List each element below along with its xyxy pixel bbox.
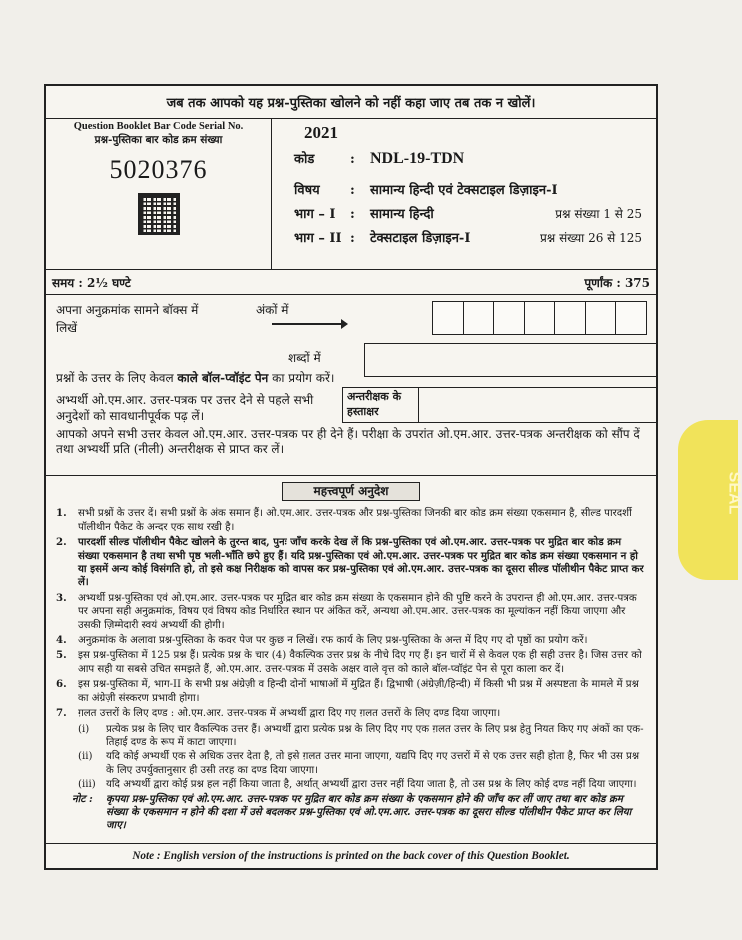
barcode-box — [46, 119, 272, 269]
code-row: कोड : NDL-19-TDN — [294, 150, 465, 167]
digit-box[interactable] — [493, 301, 525, 335]
paper-info — [272, 119, 656, 269]
max-marks: पूर्णांक : 375 — [584, 275, 650, 290]
instruction-item: 5. इस प्रश्न-पुस्तिका में 125 प्रश्न हैं। प्रत्येक प्रश्न के चार (4) वैकल्पिक उत्तर प्रश्न के नीचे दिए गए हैं। इन चारों में से केवल एक ही सही उत्तर है। जिस उत्तर को आप सही या सबसे उचित समझते हैं, ओ.एम.आर. उत्तर-पत्रक में उसके अक्षर वाले वृत्त को काले बॉल-प्वॉइंट पेन से पूरा काला कर दें। — [56, 649, 642, 675]
arrow-icon — [272, 323, 342, 325]
instruction-item: 3. अभ्यर्थी प्रश्न-पुस्तिका एवं ओ.एम.आर. उत्तर-पत्रक पर मुद्रित बार कोड क्रम संख्या के एकसमान होने की पुष्टि करने के उपरान्त ही ओ.एम.आर. उत्तर-पत्रक पर अपना सही अनुक्रमांक, विषय एवं विषय कोड निर्धारित स्थान पर अंकित करें, अन्यथा ओ.एम.आर. उत्तर-पत्रक का मूल्यांकन नहीं किया जाएगा और उसकी ज़िम्मेदारी स्वयं अभ्यर्थी की होगी। — [56, 591, 637, 631]
invigilator-signature-label: अन्तरीक्षक के हस्ताक्षर — [343, 388, 419, 422]
roll-number-words-box[interactable] — [364, 343, 658, 377]
penalty-item: (ii) यदि कोई अभ्यर्थी एक से अधिक उत्तर देता है, तो इसे ग़लत उत्तर माना जाएगा, यद्यपि दिए गए उत्तरों में से एक उत्तर सही होता है, फिर भी उस प्रश्न के लिए उपर्युक्तानुसार ही उसी तरह का दण्ड दिया जाएगा। — [78, 751, 640, 776]
part2-row: भाग – II : टेक्सटाइल डिज़ाइन-I प्रश्न संख्या 26 से 125 — [294, 231, 642, 246]
roll-number-section: अपना अनुक्रमांक सामने बॉक्स में लिखें अंकों में शब्दों में प्रश्नों के उत्तर के लिए केवल काले बॉल-प्वॉइंट पेन का प्रयोग करें। अभ्यर्थी ओ.एम.आर. उत्तर-पत्रक पर उत्तर देने से पहले सभी अनुदेशों को सावधानीपूर्वक पढ़ लें। अन्तरीक्षक के हस्ताक्षर आपको अपने सभी उत्तर केवल ओ.एम.आर. उत्तर-पत्रक पर ही देने हैं। परीक्षा के उपरांत ओ.एम.आर. उत्तर-पत्रक अन्तरीक्षक को सौंप दें तथा अभ्यर्थी प्रति (नीली) अन्तरीक्षक से प्राप्त कर लें। — [46, 295, 656, 476]
instructions-section — [46, 482, 656, 833]
qr-code-icon — [138, 193, 180, 235]
digit-box[interactable] — [432, 301, 464, 335]
question-booklet-cover — [44, 84, 658, 870]
digit-box[interactable] — [524, 301, 556, 335]
exam-year: 2021 — [304, 123, 338, 142]
penalty-item: (iii) यदि अभ्यर्थी द्वारा कोई प्रश्न हल नहीं किया जाता है, अर्थात् अभ्यर्थी द्वारा उत्तर नहीं दिया जाता है, तो उस प्रश्न के लिए कोई दण्ड नहीं दिया जाएगा। — [78, 779, 637, 791]
instruction-item: 1. सभी प्रश्नों के उत्तर दें। सभी प्रश्नों के अंक समान हैं। ओ.एम.आर. उत्तर-पत्रक और प्रश्न-पुस्तिका जिनकी बार कोड क्रम संख्या एकसमान है, सील्ड पारदर्शी पॉलीथीन पैकेट के अन्दर एक साथ रखी है। — [56, 507, 632, 533]
note-item: नोट : कृपया प्रश्न-पुस्तिका एवं ओ.एम.आर. उत्तर-पत्रक पर मुद्रित बार कोड क्रम संख्या के एकसमान होने की जाँच कर लीं जाए तथा बार कोड क्रम संख्या के एकसमान न होने की दशा में उसे बदलकर प्रश्न-पुस्तिका एवं ओ.एम.आर. उत्तर-पत्रक का दूसरा सील्ड पॉलीथीन पैकेट प्राप्त कर लिया जाए। — [72, 792, 632, 832]
barcode-serial: 5020376 — [109, 155, 208, 184]
top-notice: जब तक आपको यह प्रश्न-पुस्तिका खोलने को नहीं कहा जाए तब तक न खोलें। — [46, 86, 656, 119]
barcode-label-en: Question Booklet Bar Code Serial No. — [73, 121, 244, 132]
subject-row: विषय : सामान्य हिन्दी एवं टेक्सटाइल डिज़ाइन-I — [294, 183, 558, 198]
digit-box[interactable] — [463, 301, 495, 335]
penalty-item: (i) प्रत्येक प्रश्न के लिए चार वैकल्पिक उत्तर हैं। अभ्यर्थी द्वारा प्रत्येक प्रश्न के लिए दिए गए एक ग़लत उत्तर के लिए प्रश्न हेतु नियत किए गए अंकों का एक-तिहाई दण्ड के रूप में काटा जाएगा। — [78, 723, 644, 748]
footer-note: Note : English version of the instructions is printed on the back cover of this Question Booklet. — [46, 843, 656, 868]
seal-tab: SEAL — [678, 420, 738, 580]
instructions-title: महत्त्वपूर्ण अनुदेश — [282, 482, 420, 501]
digit-box[interactable] — [554, 301, 586, 335]
invigilator-signature-box[interactable] — [342, 387, 658, 423]
digit-box[interactable] — [615, 301, 647, 335]
instruction-item: 4. अनुक्रमांक के अलावा प्रश्न-पुस्तिका के कवर पेज पर कुछ न लिखें। रफ कार्य के लिए प्रश्न-पुस्तिका के अन्त में दिए गए दो पृष्ठों का प्रयोग करें। — [56, 634, 588, 647]
instruction-item: 2. पारदर्शी सील्ड पॉलीथीन पैकेट खोलने के तुरन्त बाद, पुनः जाँच करके देख लें कि प्रश्न-पुस्तिका एवं ओ.एम.आर. उत्तर-पत्रक पर मुद्रित बार कोड क्रम संख्या एकसमान है तथा सभी पृष्ठ भली-भाँति छपे हुए हैं। यदि प्रश्न-पुस्तिका एवं ओ.एम.आर. उत्तर-पत्रक पर मुद्रित बार कोड क्रम संख्या एकसमान न हो या इसमें अन्य कोई विसंगति हो, तो इसे कक्ष निरीक्षक को वापस कर प्रश्न-पुस्तिका एवं ओ.एम.आर. उत्तर-पत्रक का दूसरा सील्ड पॉलीथीन पैकेट प्राप्त कर लें। — [56, 536, 644, 589]
submit-note: आपको अपने सभी उत्तर केवल ओ.एम.आर. उत्तर-पत्रक पर ही देने हैं। परीक्षा के उपरांत ओ.एम.आर. उत्तर-पत्रक अन्तरीक्षक को सौंप दें तथा अभ्यर्थी प्रति (नीली) अन्तरीक्षक से प्राप्त कर लें। — [56, 427, 640, 456]
barcode-label-hi: प्रश्न-पुस्तिका बार कोड क्रम संख्या — [94, 134, 223, 146]
time-marks-row — [46, 270, 656, 295]
header-section — [46, 119, 656, 270]
pen-note: प्रश्नों के उत्तर के लिए केवल काले बॉल-प्वॉइंट पेन का प्रयोग करें। — [56, 371, 335, 385]
time-allowed: समय : 2½ घण्टे — [52, 275, 131, 290]
instruction-item: 6. इस प्रश्न-पुस्तिका में, भाग-II के सभी प्रश्न अंग्रेज़ी व हिन्दी दोनों भाषाओं में मुद्रित हैं। द्विभाषी (अंग्रेज़ी/हिन्दी) में किसी भी प्रश्न में अस्पष्टता के मामले में प्रश्न का अंग्रेज़ी संस्करण प्रभावी होगा। — [56, 678, 639, 704]
instruction-item: 7. ग़लत उत्तरों के लिए दण्ड : ओ.एम.आर. उत्तर-पत्रक में अभ्यर्थी द्वारा दिए गए ग़लत उत्तरों के लिए दण्ड दिया जाएगा। — [56, 707, 501, 720]
paper-code: NDL-19-TDN — [370, 150, 465, 167]
digit-box[interactable] — [585, 301, 617, 335]
roll-number-digit-boxes[interactable] — [432, 301, 646, 335]
part1-row: भाग – I : सामान्य हिन्दी प्रश्न संख्या 1 से 25 — [294, 207, 642, 222]
